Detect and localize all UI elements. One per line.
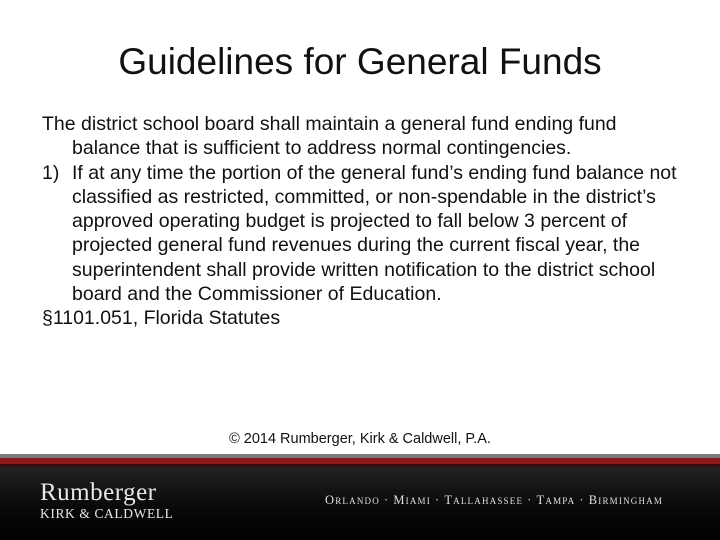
city-tampa: Tampa [536,493,576,507]
footer-band [0,454,720,540]
city-separator: · [527,493,533,507]
intro-paragraph [42,112,682,161]
slide-title: Guidelines for General Funds [118,41,602,82]
item-text: If at any time the portion of the general fund’s ending fund balance not classified as restricted, committed, or non-spendable in the district’s approved operating budget is projected to fall below 3 percent of projected general fund revenues during the current fiscal year, the superintendent shall provide written notification to the district school board and the Commissioner of Education. [72,161,677,306]
city-separator: · [579,493,585,507]
firm-logo [40,480,173,521]
logo-sub-text: KIRK & CALDWELL [40,506,174,521]
city-separator: · [383,493,390,507]
city-miami: Miami [393,493,431,507]
slide-body [42,112,682,331]
intro-text: The district school board shall maintain a general fund ending fund balance that is sufficient to address normal contingencies. [42,113,617,160]
footer-stripe-dark [0,464,720,467]
city-tallahassee: Tallahassee [444,493,524,507]
item-number: 1) [42,161,60,184]
logo-main-text: Rumberger [40,479,157,506]
city-orlando: Orlando [325,493,380,507]
copyright-notice: © 2014 Rumberger, Kirk & Caldwell, P.A. [229,431,491,447]
city-birmingham: Birmingham [588,493,664,507]
citation [42,306,682,330]
numbered-item-1 [42,161,682,307]
city-separator: · [434,493,441,507]
office-cities [325,493,715,508]
citation-text: §1101.051, Florida Statutes [42,307,281,330]
